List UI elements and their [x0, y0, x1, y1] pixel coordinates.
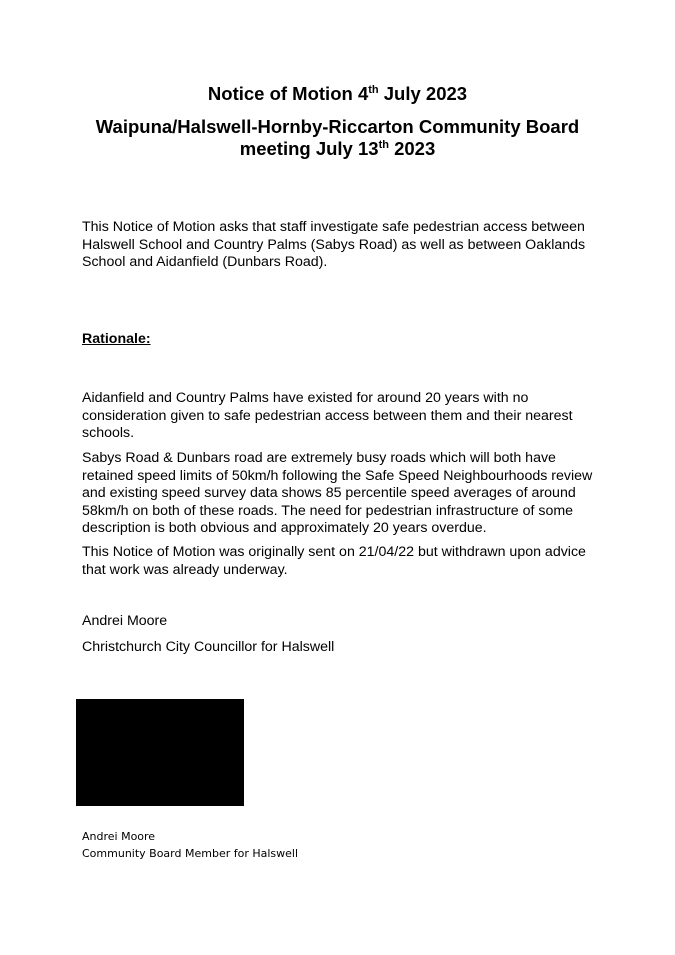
- notice-title: [0, 83, 675, 105]
- rationale-paragraph-2: Sabys Road & Dunbars road are extremely busy roads which will both have retained speed limits of 50km/h following the Safe Speed Neighbourhoods review and existing speed survey data shows 85 percentile speed averages of around 58km/h on both of these roads. The need for pedestrian infrastructure of some description is both obvious and approximately 20 years overdue.: [82, 450, 593, 536]
- notice-title-ordinal: th: [368, 84, 379, 96]
- redacted-signature: [76, 699, 244, 806]
- board-name-heading: Waipuna/Halswell-Hornby-Riccarton Community Board: [95, 116, 580, 137]
- meeting-date-tail: 2023: [388, 138, 436, 159]
- meeting-date-main: meeting July 13: [239, 138, 379, 159]
- meeting-date-ordinal: th: [378, 139, 389, 151]
- signature-footer-role: Community Board Member for Halswell: [82, 847, 299, 860]
- notice-title-main: Notice of Motion 4: [207, 83, 369, 104]
- meeting-date-heading: [0, 138, 675, 160]
- signoff-role: Christchurch City Councillor for Halswell: [82, 639, 335, 655]
- signoff-name: Andrei Moore: [82, 613, 168, 629]
- signature-footer-name: Andrei Moore: [82, 830, 156, 843]
- rationale-paragraph-3: This Notice of Motion was originally sent on 21/04/22 but withdrawn upon advice that work was already underway.: [82, 544, 586, 578]
- notice-title-tail: July 2023: [378, 83, 468, 104]
- rationale-heading: Rationale:: [82, 331, 151, 347]
- rationale-paragraph-1: Aidanfield and Country Palms have existed for around 20 years with no consideration given to safe pedestrian access between them and their nearest schools.: [82, 390, 573, 441]
- intro-paragraph: This Notice of Motion asks that staff investigate safe pedestrian access between Halswell School and Country Palms (Sabys Road) as well as between Oaklands School and Aidanfield (Dunbars Road).: [82, 219, 586, 270]
